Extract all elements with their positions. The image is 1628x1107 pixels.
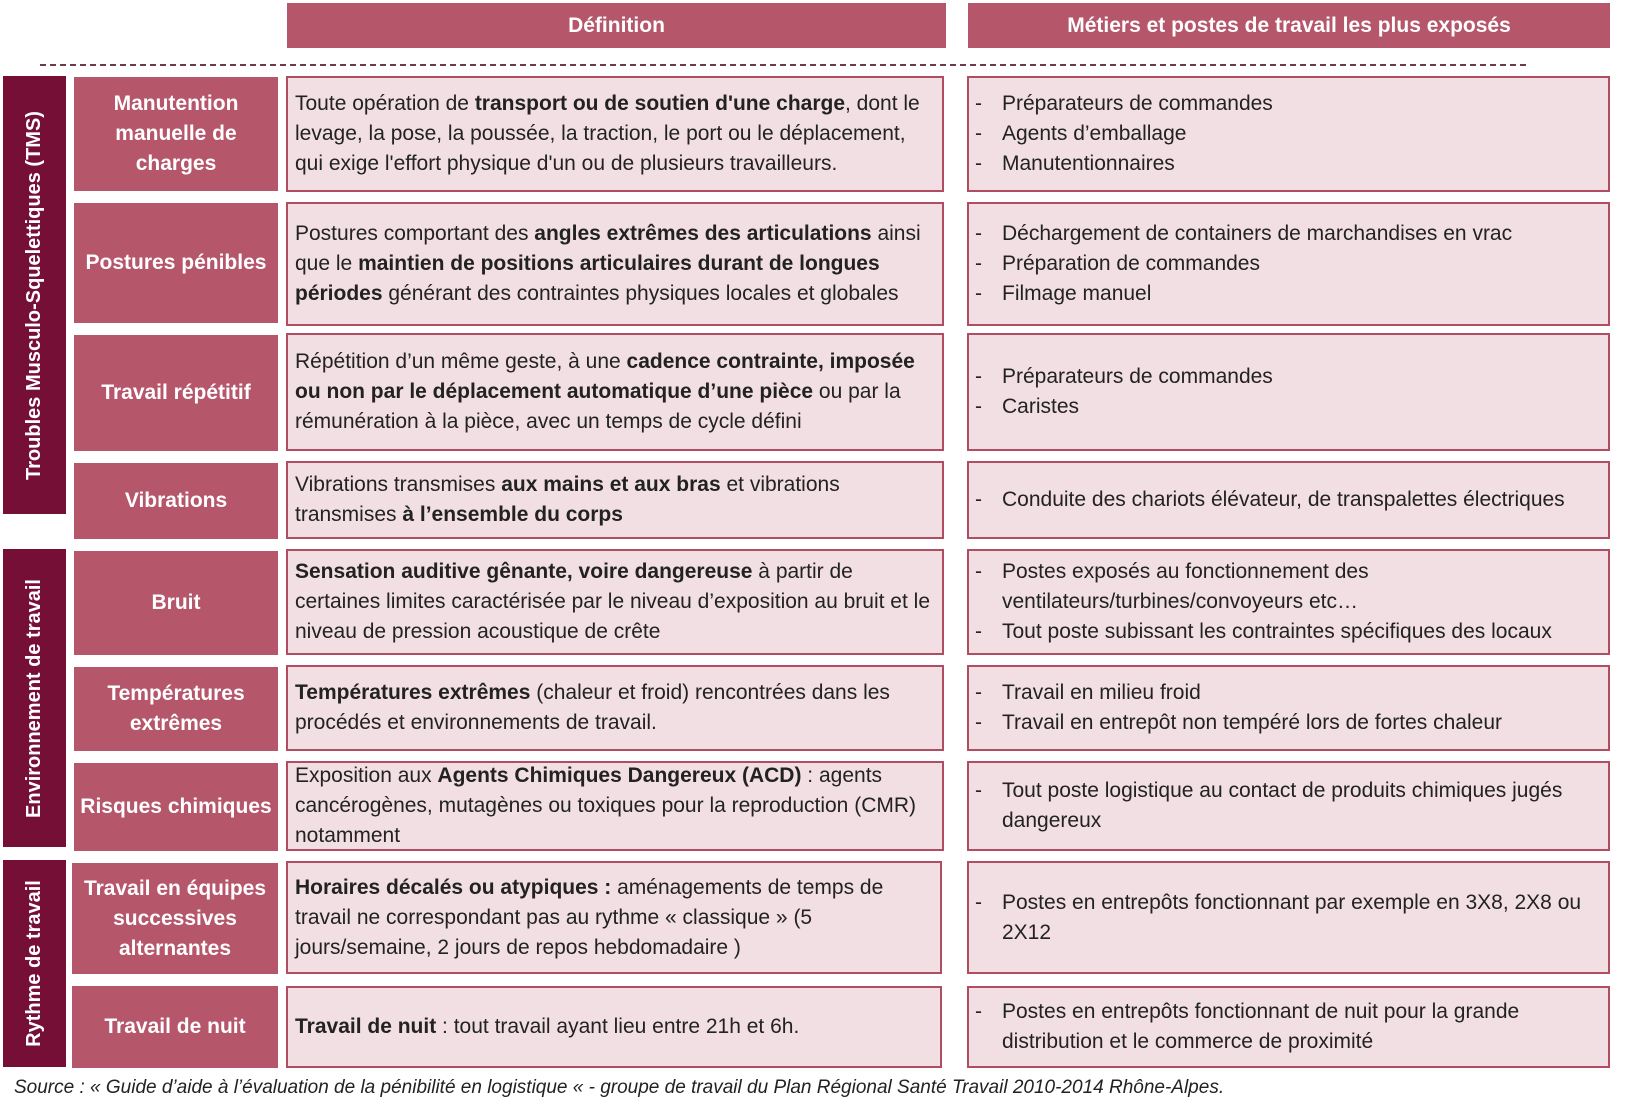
definition-fragment: , dont le levage, la pose, la poussée, la traction, le port ou le déplacement, qui exige l'effort physique d'un ou de plusieurs travailleurs. [295, 92, 920, 175]
exposed-temperatures [967, 665, 1610, 751]
dash-bullet: - [975, 1000, 982, 1023]
exposed-item-text: Postes en entrepôts fonctionnant par exemple en 3X8, 2X8 ou 2X12 [1002, 890, 1582, 944]
exposed-item-text: Tout poste subissant les contraintes spécifiques des locaux [1002, 620, 1552, 643]
definition-text [295, 219, 936, 309]
exposed-item-text: Manutentionnaires [1002, 152, 1175, 175]
exposed-item [975, 485, 1600, 515]
source-citation: Source : « Guide d’aide à l’évaluation de la pénibilité en logistique « - groupe de travail du Plan Régional Santé Travail 2010-2014 Rhône-Alpes. [14, 1077, 1225, 1098]
definition-fragment-bold: Agents Chimiques Dangereux (ACD) [437, 764, 802, 787]
definition-fragment: ainsi que le [295, 222, 921, 275]
exposed-list [975, 776, 1600, 836]
dash-bullet: - [975, 711, 982, 734]
exposed-item-text: Déchargement de containers de marchandises en vrac [1002, 222, 1513, 245]
dash-bullet: - [975, 282, 982, 305]
exposed-item [975, 89, 1600, 119]
definition-text [295, 470, 936, 530]
exposed-bruit [967, 549, 1610, 655]
exposed-item-text: Conduite des chariots élévateur, de transpalettes électriques [1002, 488, 1565, 511]
definition-fragment: Répétition d’un même geste, à une [295, 350, 627, 373]
exposed-item [975, 119, 1600, 149]
group-environnement [3, 549, 66, 847]
category-postures: Postures pénibles [74, 203, 278, 323]
exposed-item-text: Caristes [1002, 395, 1080, 418]
dash-bullet: - [975, 365, 982, 388]
definition-fragment-bold: cadence contrainte, imposée ou non par le déplacement automatique d’une pièce [295, 350, 915, 403]
category-travail-repetitif: Travail répétitif [74, 335, 278, 451]
definition-fragment-bold: aux mains et aux bras [501, 473, 721, 496]
definition-fragment-bold: à l’ensemble du corps [402, 503, 623, 526]
definition-text [295, 89, 936, 179]
exposed-item-text: Postes en entrepôts fonctionnant de nuit pour la grande distribution et le commerce de proximité [1002, 1000, 1520, 1053]
dash-bullet: - [975, 152, 982, 175]
exposed-item [975, 557, 1600, 617]
exposed-list [975, 219, 1600, 309]
exposed-manutention [967, 76, 1610, 192]
exposed-item [975, 392, 1600, 422]
exposed-vibrations [967, 461, 1610, 539]
exposed-item-text: Travail en milieu froid [1002, 681, 1201, 704]
exposed-item [975, 997, 1600, 1057]
dash-bullet: - [975, 560, 982, 583]
exposed-list [975, 997, 1600, 1057]
exposed-item-text: Postes exposés au fonctionnement des ventilateurs/turbines/convoyeurs etc… [1002, 560, 1369, 613]
definition-fragment-bold: angles extrêmes des articulations [534, 222, 872, 245]
definition-temperatures [286, 665, 944, 751]
group-tms [3, 76, 66, 514]
dash-bullet: - [975, 779, 982, 802]
group-label-rythme: Rythme de travail [23, 880, 46, 1047]
category-manutention: Manutention manuelle de charges [74, 77, 278, 191]
definition-text [295, 347, 936, 437]
dash-bullet: - [975, 681, 982, 704]
dash-bullet: - [975, 92, 982, 115]
exposed-item-text: Préparateurs de commandes [1002, 365, 1273, 388]
definition-travail-de-nuit [286, 986, 942, 1068]
definition-fragment: Exposition aux [295, 764, 438, 787]
exposed-header: Métiers et postes de travail les plus exposés [968, 3, 1610, 48]
dash-bullet: - [975, 252, 982, 275]
exposed-item [975, 362, 1600, 392]
definition-postures [286, 202, 944, 326]
definition-risques-chimiques [286, 761, 944, 851]
dash-bullet: - [975, 890, 982, 914]
exposed-item [975, 219, 1600, 249]
definition-fragment: aménagements de temps de travail ne correspondant pas au rythme « classique » (5 jours/semaine, 2 jours de repos hebdomadaire ) [295, 875, 884, 959]
exposed-travail-de-nuit [967, 986, 1610, 1068]
definition-fragment: générant des contraintes physiques locales et globales [382, 282, 899, 305]
definition-fragment: (chaleur et froid) rencontrées dans les procédés et environnements de travail. [295, 681, 890, 734]
exposed-item-text: Agents d’emballage [1002, 122, 1187, 145]
definition-text [295, 557, 936, 647]
exposed-list [975, 557, 1600, 647]
group-label-tms: Troubles Musculo-Squelettiques (TMS) [23, 110, 45, 480]
exposed-item [975, 678, 1600, 708]
exposed-item [975, 776, 1600, 836]
definition-fragment: Vibrations transmises [295, 473, 502, 496]
exposed-risques-chimiques [967, 761, 1610, 851]
exposed-item-text: Préparateurs de commandes [1002, 92, 1273, 115]
definition-header: Définition [287, 3, 946, 48]
exposed-item [975, 617, 1600, 647]
exposed-item [975, 149, 1600, 179]
exposed-item-text: Travail en entrepôt non tempéré lors de fortes chaleur [1002, 711, 1502, 734]
exposed-postures [967, 202, 1610, 326]
dash-bullet: - [975, 222, 982, 245]
exposed-item [975, 708, 1600, 738]
definition-fragment-bold: Horaires décalés ou atypiques : [295, 875, 612, 899]
exposed-travail-repetitif [967, 333, 1610, 451]
exposed-item [975, 249, 1600, 279]
definition-equipes-alternantes [286, 861, 942, 974]
definition-fragment: : tout travail ayant lieu entre 21h et 6h. [436, 1015, 800, 1038]
exposed-list [975, 888, 1600, 948]
definition-fragment-bold: Travail de nuit [295, 1015, 437, 1038]
definition-fragment: Toute opération de [295, 92, 475, 115]
exposed-list [975, 362, 1600, 422]
definition-text [295, 761, 936, 851]
definition-fragment-bold: transport ou de soutien d'une charge [474, 92, 846, 115]
group-label-environnement: Environnement de travail [23, 578, 45, 818]
dash-bullet: - [975, 488, 982, 511]
definition-fragment: et vibrations transmises [295, 473, 840, 526]
exposed-item [975, 888, 1600, 948]
dash-bullet: - [975, 620, 982, 643]
category-travail-de-nuit: Travail de nuit [72, 986, 278, 1068]
category-temperatures: Températures extrêmes [74, 667, 278, 751]
definition-fragment-bold: Sensation auditive gênante, voire dangereuse [295, 560, 753, 583]
exposed-list [975, 89, 1600, 179]
definition-text [295, 873, 934, 963]
exposed-item-text: Tout poste logistique au contact de produits chimiques jugés dangereux [1002, 779, 1563, 832]
exposed-list [975, 485, 1600, 515]
definition-travail-repetitif [286, 333, 944, 451]
exposed-list [975, 678, 1600, 738]
dash-bullet: - [975, 395, 982, 418]
definition-text [295, 678, 936, 738]
dash-bullet: - [975, 122, 982, 145]
exposed-item [975, 279, 1600, 309]
definition-text [295, 1012, 799, 1042]
category-vibrations: Vibrations [74, 463, 278, 539]
group-rythme [3, 860, 66, 1067]
definition-bruit [286, 549, 944, 655]
exposed-item-text: Filmage manuel [1002, 282, 1152, 305]
exposed-item-text: Préparation de commandes [1002, 252, 1260, 275]
definition-fragment-bold: Températures extrêmes [295, 681, 531, 704]
category-risques-chimiques: Risques chimiques [74, 763, 278, 851]
definition-fragment-bold: maintien de positions articulaires durant de longues périodes [295, 252, 880, 305]
definition-vibrations [286, 461, 944, 539]
category-equipes-alternantes: Travail en équipes successives alternantes [72, 863, 278, 974]
definition-manutention [286, 76, 944, 192]
header-divider [40, 64, 1526, 66]
category-bruit: Bruit [74, 551, 278, 655]
definition-fragment: : agents cancérogènes, mutagènes ou toxiques pour la reproduction (CMR) notamment [295, 764, 917, 847]
definition-fragment: à partir de certaines limites caractérisée par le niveau d’exposition au bruit et le niveau de pression acoustique de crête [295, 560, 930, 643]
definition-fragment: ou par la rémunération à la pièce, avec un temps de cycle défini [295, 380, 901, 433]
exposed-equipes-alternantes [967, 861, 1610, 974]
definition-fragment: Postures comportant des [295, 222, 535, 245]
